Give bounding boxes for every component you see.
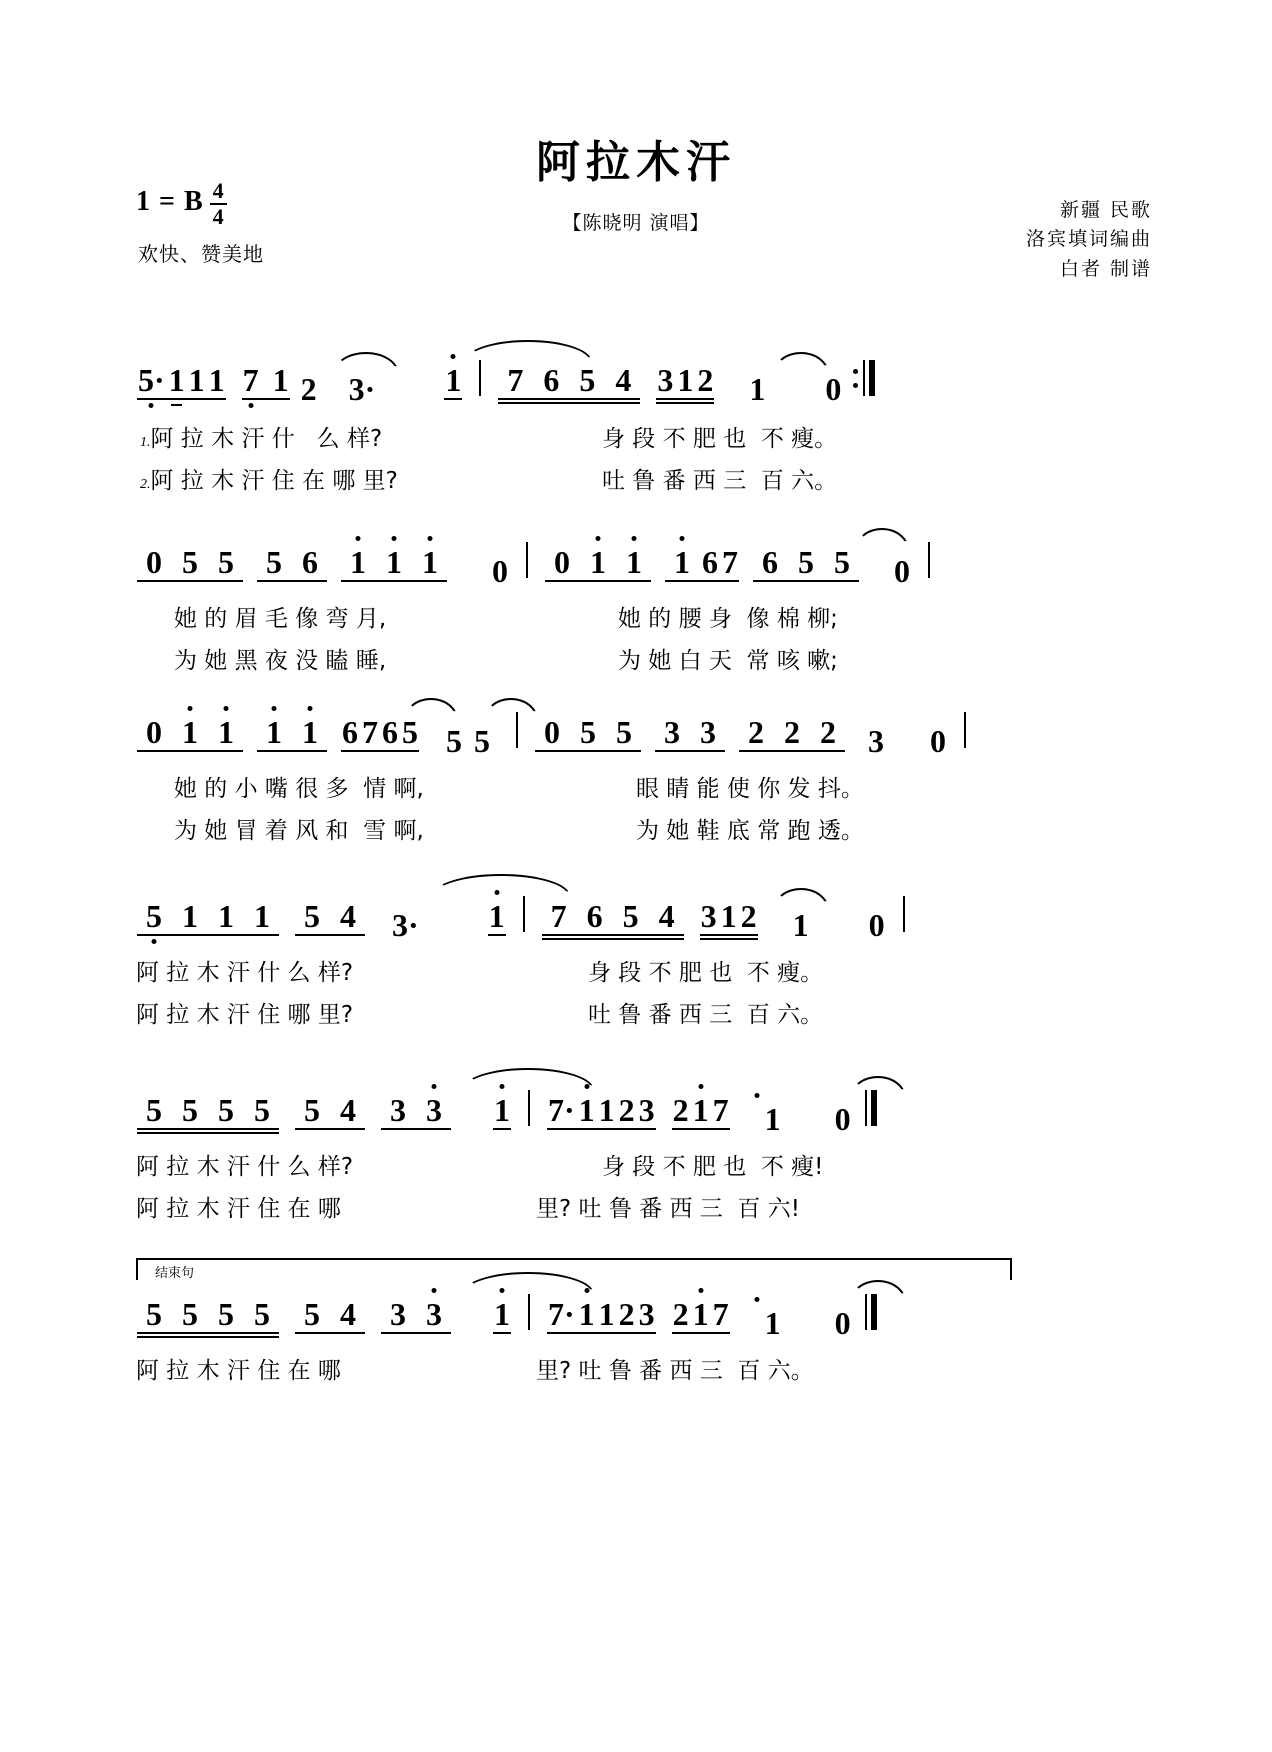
beam-group — [136, 714, 244, 756]
lyric-text: 身 段 不 肥 也 不 瘦。 — [602, 426, 838, 452]
beam-group — [654, 714, 726, 756]
note: 1 — [218, 898, 234, 934]
note: 1 — [578, 1092, 595, 1128]
beam-group — [752, 544, 860, 586]
barline — [516, 712, 518, 748]
beam-group — [655, 362, 715, 404]
measure — [546, 1296, 853, 1341]
beam-group — [541, 898, 685, 940]
note: 3 — [868, 723, 884, 759]
note: 3 — [657, 362, 674, 398]
note: 1 — [376, 547, 412, 577]
note: 7· — [548, 1092, 575, 1128]
note: 1 — [616, 547, 652, 577]
note: 5 — [304, 1092, 320, 1128]
note: 3· — [392, 907, 419, 943]
note: 1 — [412, 547, 448, 577]
note: 3· — [348, 371, 376, 407]
barline — [526, 542, 528, 578]
rest: 0 — [868, 907, 885, 943]
lyrics-line — [136, 642, 1136, 678]
beam-group — [546, 1296, 657, 1338]
lyric-text: 为 她 黑 夜 没 瞌 睡, — [174, 648, 387, 674]
note: 2 — [672, 1296, 689, 1332]
measure — [497, 362, 843, 407]
note: 5 — [304, 1296, 320, 1332]
rest: 0 — [825, 371, 842, 407]
note: 2 — [618, 1092, 635, 1128]
time-signature — [210, 180, 227, 228]
note: 6 — [543, 362, 560, 398]
note-row — [136, 700, 1136, 759]
lyric-text: 阿 拉 木 汗 住 哪 里? — [136, 1002, 354, 1028]
lyrics-line — [136, 770, 1136, 806]
slur — [850, 1280, 906, 1302]
beam-group — [492, 1092, 512, 1134]
note: 5 — [622, 898, 639, 934]
rest: 0 — [554, 544, 570, 580]
credit-line-3: 白者 制谱 — [1059, 257, 1152, 280]
lyrics-line — [136, 420, 1136, 456]
note: 1 — [598, 1092, 615, 1128]
note: 1 — [188, 362, 205, 398]
note: 1 — [692, 1092, 709, 1128]
slur — [432, 874, 570, 896]
note: 3 — [416, 1299, 452, 1329]
beam-group — [487, 898, 507, 940]
measure — [136, 1092, 512, 1134]
beam-group — [136, 544, 244, 586]
beam-group — [340, 714, 420, 756]
note: 2 — [820, 714, 836, 750]
note: 2 — [618, 1296, 635, 1332]
note: 1 — [664, 547, 700, 577]
note: 3 — [664, 714, 680, 750]
lyric-text: 为 她 鞋 底 常 跑 透。 — [636, 818, 864, 844]
note: 5 — [254, 1296, 270, 1332]
lyric-text: 吐 鲁 番 西 三 百 六。 — [588, 1002, 824, 1028]
beam-group — [256, 714, 328, 756]
beam-group — [340, 544, 448, 586]
music-system-5 — [136, 1078, 1136, 1226]
lyrics-line — [136, 462, 1136, 498]
lyric-text: 为 她 白 天 常 咳 嗽; — [618, 648, 838, 674]
barline — [479, 360, 481, 396]
note: 3 — [700, 714, 716, 750]
note: 7 — [242, 362, 259, 398]
lyric-text: 2.阿 拉 木 汗 住 在 哪 里? — [140, 468, 398, 494]
note: 1 — [731, 1104, 783, 1134]
lyric-text: 阿 拉 木 汗 住 在 哪 — [136, 1358, 341, 1384]
note: 5 — [798, 544, 814, 580]
note: 5 — [218, 544, 234, 580]
measure — [544, 544, 912, 589]
credit-line-1: 新疆 民歌 — [1059, 199, 1152, 221]
note: 1 — [692, 1296, 709, 1332]
note: 1 — [731, 1308, 783, 1338]
lyrics-line — [136, 812, 1136, 848]
note: 1 — [792, 907, 809, 943]
measure — [136, 898, 507, 943]
note: 3 — [638, 1296, 655, 1332]
lyric-phrase: 阿 拉 木 汗 什 么 样? — [150, 426, 383, 452]
rest: 0 — [146, 714, 162, 750]
note: 6 — [382, 714, 398, 750]
note: 1 — [494, 1092, 510, 1128]
note: 5 — [218, 1092, 234, 1128]
lyric-text: 身 段 不 肥 也 不 瘦! — [602, 1154, 824, 1180]
note: 5 — [580, 714, 596, 750]
lyric-text: 她 的 腰 身 像 棉 柳; — [618, 606, 838, 632]
note: 5 — [616, 714, 632, 750]
note: 7 — [722, 544, 738, 580]
note: 7 — [507, 362, 524, 398]
note: 5 — [266, 544, 282, 580]
note: 1 — [580, 547, 616, 577]
note: 1 — [292, 717, 328, 747]
beam-group — [546, 1092, 657, 1134]
note: 6 — [762, 544, 778, 580]
note: 1 — [749, 371, 766, 407]
beam-group — [256, 544, 328, 586]
credit-line-2: 洛宾填词编曲 — [1025, 228, 1152, 251]
note: 1 — [254, 898, 270, 934]
lyrics-line — [136, 996, 1136, 1032]
final-barline — [865, 1090, 877, 1126]
note-row — [136, 1078, 1136, 1137]
key-signature — [136, 178, 227, 229]
note: 4 — [615, 362, 632, 398]
slur — [462, 1068, 594, 1090]
note: 6 — [342, 714, 358, 750]
lyric-phrase: 阿 拉 木 汗 住 在 哪 里? — [150, 468, 398, 494]
barline — [928, 542, 930, 578]
note: 1 — [272, 362, 289, 398]
lyric-text: 为 她 冒 着 风 和 雪 啊, — [174, 818, 424, 844]
beam-group — [294, 898, 366, 940]
measure — [136, 362, 463, 407]
barline — [528, 1090, 530, 1126]
slur — [850, 1076, 906, 1098]
note: 5 — [218, 1296, 234, 1332]
lyrics-line — [136, 600, 1136, 636]
measure — [136, 544, 510, 589]
note: 2 — [748, 714, 764, 750]
beam-group — [136, 362, 227, 404]
lyric-text: 身 段 不 肥 也 不 瘦。 — [588, 960, 824, 986]
barline — [964, 712, 966, 748]
note-row — [136, 884, 1136, 943]
lyric-text: 吐 鲁 番 西 三 百 六。 — [602, 468, 838, 494]
note: 7 — [550, 898, 567, 934]
note-row — [136, 530, 1136, 589]
music-system-2 — [136, 530, 1136, 678]
music-system-4 — [136, 884, 1136, 1032]
note: 1 — [256, 717, 292, 747]
note: 3 — [416, 1095, 452, 1125]
note: 5 — [182, 544, 198, 580]
note: 3 — [390, 1296, 406, 1332]
note: 7 — [712, 1296, 729, 1332]
lyrics-line — [136, 954, 1136, 990]
note-row — [136, 1282, 1136, 1341]
lyrics-line — [136, 1352, 1136, 1388]
note: 4 — [340, 898, 356, 934]
beam-group — [671, 1092, 731, 1134]
final-barline — [865, 1294, 877, 1330]
music-system-6 — [136, 1282, 1136, 1388]
music-system-3 — [136, 700, 1136, 848]
note: 5 — [834, 544, 850, 580]
lyrics-line — [136, 1148, 1136, 1184]
key-label: 1 = B — [136, 186, 204, 217]
meter-denominator: 4 — [212, 204, 224, 229]
note: 5 — [304, 898, 320, 934]
beam-group — [492, 1296, 512, 1338]
note: 5 — [254, 1092, 270, 1128]
music-system-1 — [136, 348, 1136, 498]
lyric-text: 阿 拉 木 汗 什 么 样? — [136, 960, 354, 986]
note: 4 — [340, 1092, 356, 1128]
beam-group — [664, 544, 740, 586]
note: 5 — [146, 1092, 162, 1128]
coda-label: 结束句 — [152, 1262, 197, 1281]
note: 1 — [208, 362, 225, 398]
lyric-text: 里? 吐 鲁 番 西 三 百 六! — [536, 1196, 800, 1222]
note: 3 — [638, 1092, 655, 1128]
note: 5· — [138, 362, 165, 398]
measure — [546, 1092, 853, 1137]
note: 7 — [362, 714, 378, 750]
beam-group — [443, 362, 463, 404]
note: 3 — [390, 1092, 406, 1128]
note: 2 — [697, 362, 714, 398]
note: 6 — [302, 544, 318, 580]
note: 2 — [672, 1092, 689, 1128]
beam-group — [497, 362, 641, 404]
beam-group — [241, 362, 291, 404]
note: 7· — [548, 1296, 575, 1332]
tempo-mood-marking: 欢快、赞美地 — [138, 242, 264, 266]
note: 1 — [208, 717, 244, 747]
rest: 0 — [146, 544, 162, 580]
measure — [136, 714, 500, 759]
repeat-barline — [853, 360, 875, 396]
beam-group — [380, 1296, 452, 1338]
lyric-text: 里? 吐 鲁 番 西 三 百 六。 — [536, 1358, 814, 1384]
measure — [534, 714, 948, 759]
note: 1 — [598, 1296, 615, 1332]
measure — [541, 898, 887, 943]
note: 1 — [720, 898, 737, 934]
note: 5 — [474, 723, 490, 759]
rest: 0 — [492, 553, 508, 589]
page-title: 阿拉木汗 — [536, 137, 736, 188]
note: 5 — [136, 901, 172, 931]
rest: 0 — [834, 1305, 851, 1341]
lyric-text: 阿 拉 木 汗 住 在 哪 — [136, 1196, 341, 1222]
note: 2 — [740, 898, 757, 934]
note: 1 — [340, 547, 376, 577]
note: 4 — [658, 898, 675, 934]
note: 2 — [784, 714, 800, 750]
beam-group — [136, 898, 280, 940]
barline — [528, 1294, 530, 1330]
rest: 0 — [544, 714, 560, 750]
beam-group — [294, 1092, 366, 1134]
note-row — [136, 348, 1136, 407]
beam-group — [699, 898, 759, 940]
lyric-text: 她 的 小 嘴 很 多 情 啊, — [174, 776, 424, 802]
note: 5 — [182, 1092, 198, 1128]
note: 5 — [146, 1296, 162, 1332]
note: 1 — [677, 362, 694, 398]
rest: 0 — [834, 1101, 851, 1137]
lyric-text: 阿 拉 木 汗 什 么 样? — [136, 1154, 354, 1180]
rest: 0 — [894, 553, 910, 589]
coda-bracket — [136, 1258, 1012, 1280]
note: 3 — [700, 898, 717, 934]
beam-group — [671, 1296, 731, 1338]
beam-group — [544, 544, 652, 586]
note: 1 — [578, 1296, 595, 1332]
note: 1 — [168, 362, 185, 398]
note: 1 — [494, 1296, 510, 1332]
meter-numerator: 4 — [210, 180, 227, 205]
beam-group — [738, 714, 846, 756]
measure — [136, 1296, 512, 1338]
credits-block — [1026, 196, 1152, 284]
lyric-text: 1.阿 拉 木 汗 什 么 样? — [140, 426, 383, 452]
note: 7 — [712, 1092, 729, 1128]
beam-group — [380, 1092, 452, 1134]
performer-credit: 【陈晓明 演唱】 — [562, 212, 710, 234]
note: 1 — [445, 362, 462, 398]
beam-group — [294, 1296, 366, 1338]
lyric-text: 她 的 眉 毛 像 弯 月, — [174, 606, 387, 632]
rest: 0 — [930, 723, 946, 759]
note: 1 — [182, 898, 198, 934]
note: 6 — [586, 898, 603, 934]
note: 1 — [172, 717, 208, 747]
note: 5 — [402, 714, 418, 750]
note: 5 — [579, 362, 596, 398]
note: 6 — [702, 544, 718, 580]
note: 2 — [300, 371, 317, 407]
note: 4 — [340, 1296, 356, 1332]
note: 5 — [182, 1296, 198, 1332]
beam-group — [136, 1092, 280, 1134]
beam-group — [534, 714, 642, 756]
lyric-text: 眼 睛 能 使 你 发 抖。 — [636, 776, 864, 802]
beam-group — [136, 1296, 280, 1338]
slur — [464, 340, 592, 362]
barline — [523, 896, 525, 932]
note: 1 — [488, 898, 505, 934]
note: 5 — [446, 723, 462, 759]
barline — [903, 896, 905, 932]
lyrics-line — [136, 1190, 1136, 1226]
